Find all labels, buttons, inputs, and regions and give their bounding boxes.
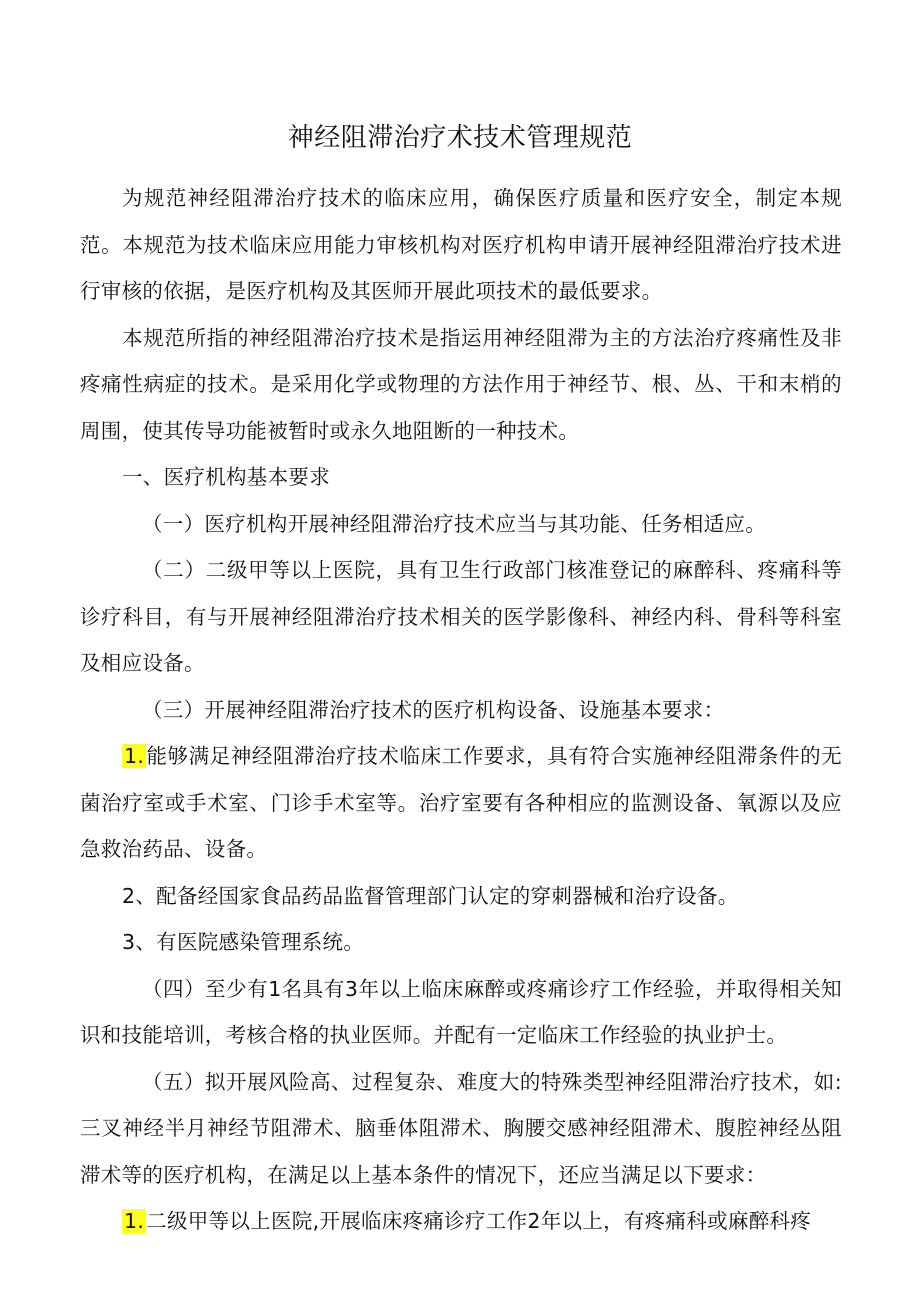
section-heading: 一、医疗机构基本要求 [122, 465, 330, 489]
requirement-item-1: （一）医疗机构开展神经阻滞治疗技术应当与其功能、任务相适应。 [142, 511, 766, 536]
intro-paragraph-1: 为规范神经阻滞治疗技术的临床应用，确保医疗质量和医疗安全，制定本规范。本规范为技术临床应用能力审核机构对医疗机构申请开展神经阻滞治疗技术进行审核的依据，是医疗机构及其医师开展此项技术的最低要求。 [80, 186, 842, 303]
sub-item-1-text: 能够满足神经阻滞治疗技术临床工作要求，具有符合实施神经阻滞条件的无菌治疗室或手术室、门诊手术室等。治疗室要有各种相应的监测设备、氧源以及应急救治药品、设备。 [80, 744, 842, 861]
requirement-item-3: （三）开展神经阻滞治疗技术的医疗机构设备、设施基本要求： [142, 697, 725, 722]
requirement-item-4: （四）至少有1名具有3年以上临床麻醉或疼痛诊疗工作经验，并取得相关知识和技能培训，考核合格的执业医师。并配有一定临床工作经验的执业护士。 [80, 976, 842, 1047]
sub-item-5-1-text: 二级甲等以上医院,开展临床疼痛诊疗工作2年以上，有疼痛科或麻醉科疼 [146, 1209, 812, 1233]
sub-item-3: 3、有医院感染管理系统。 [122, 930, 365, 954]
requirement-item-5: （五）拟开展风险高、过程复杂、难度大的特殊类型神经阻滞治疗技术，如:三叉神经半月神经节阻滞术、脑垂体阻滞术、胸腰交感神经阻滞术、腹腔神经丛阻滞术等的医疗机构，在满足以上基本条件的情况下，还应当满足以下要求： [80, 1069, 842, 1187]
sub-item-1 [80, 733, 842, 873]
sub-item-5-1 [80, 1198, 842, 1245]
document-title: 神经阻滞治疗术技术管理规范 [287, 123, 633, 153]
document-body [80, 175, 842, 1245]
highlighted-marker: 1. [124, 744, 145, 768]
intro-paragraph-2: 本规范所指的神经阻滞治疗技术是指运用神经阻滞为主的方法治疗疼痛性及非疼痛性病症的技术。是采用化学或物理的方法作用于神经节、根、丛、干和末梢的周围，使其传导功能被暂时或永久地阻断的一种技术。 [80, 325, 842, 443]
requirement-item-2: （二）二级甲等以上医院，具有卫生行政部门核准登记的麻醉科、疼痛科等诊疗科目，有与开展神经阻滞治疗技术相关的医学影像科、神经内科、骨科等科室及相应设备。 [80, 558, 842, 675]
sub-item-2: 2、配备经国家食品药品监督管理部门认定的穿刺器械和治疗设备。 [122, 883, 739, 908]
highlighted-marker: 1. [124, 1209, 145, 1233]
